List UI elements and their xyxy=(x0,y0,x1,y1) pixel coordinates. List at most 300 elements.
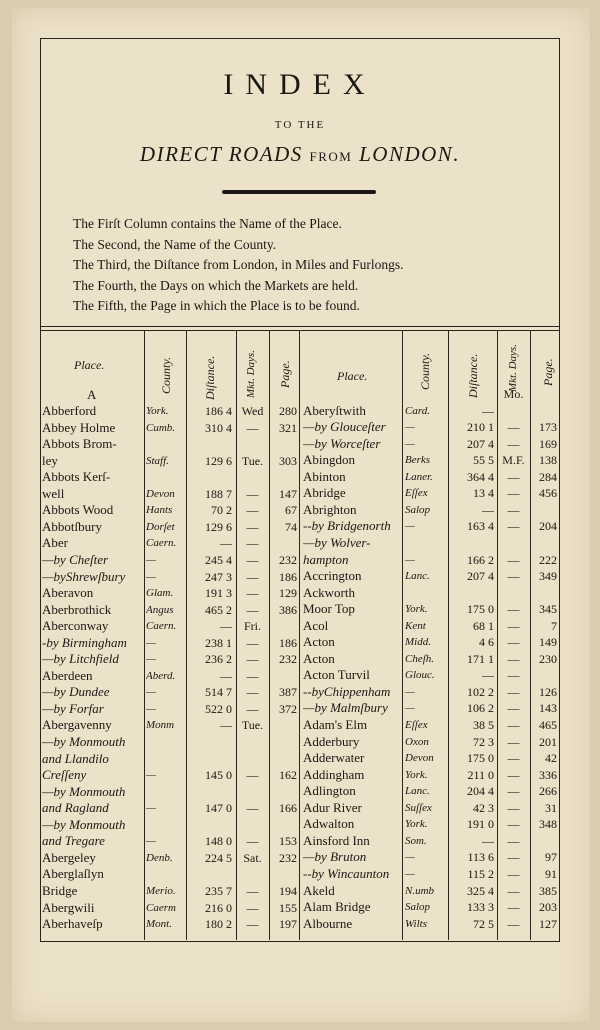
county-name: — xyxy=(405,520,415,533)
place-name: —by Wolver- xyxy=(303,534,371,550)
market-days: — xyxy=(507,817,520,832)
county-name: — xyxy=(146,686,156,699)
county-name: — xyxy=(146,570,156,583)
market-days: — xyxy=(507,734,520,749)
distance-value: 211 0 xyxy=(467,767,494,782)
market-days: — xyxy=(507,883,520,898)
title-connector: TO THE xyxy=(274,119,326,131)
place-name: Aberglaſlyn xyxy=(42,866,104,882)
place-name: Abinton xyxy=(303,468,346,484)
county-name: — xyxy=(146,835,156,848)
distance-value: 191 0 xyxy=(467,817,494,832)
page-number: 155 xyxy=(279,900,297,915)
distance-value: 4 6 xyxy=(479,635,494,650)
market-days: Mo. xyxy=(503,387,524,401)
page-number: 232 xyxy=(279,850,297,865)
header-page-left: Page. xyxy=(278,360,292,388)
page-number: 97 xyxy=(545,850,557,865)
distance-value: 106 2 xyxy=(467,701,494,716)
county-name: Cheſh. xyxy=(405,652,435,665)
market-days: — xyxy=(246,519,259,534)
distance-value: 171 1 xyxy=(467,651,494,666)
page-number: 321 xyxy=(279,420,297,435)
distance-value: — xyxy=(482,502,494,517)
page-number: 166 xyxy=(279,801,297,816)
county-name: — xyxy=(405,553,415,566)
market-days: — xyxy=(507,569,520,584)
market-days: — xyxy=(246,900,259,915)
distance-value: 238 1 xyxy=(205,635,232,650)
place-name: Ainsford Inn xyxy=(303,832,370,848)
place-name: Abergwili xyxy=(42,899,95,915)
distance-value: 247 3 xyxy=(205,569,232,584)
market-days: — xyxy=(507,718,520,732)
distance-value: — xyxy=(482,833,494,848)
market-days: — xyxy=(246,569,259,584)
market-days: — xyxy=(246,701,259,716)
place-name: —by Monmouth xyxy=(42,816,126,832)
place-name: ley xyxy=(42,452,58,468)
county-name: Cumb. xyxy=(146,421,176,434)
page-number: 349 xyxy=(539,569,557,584)
place-name: and Llandilo xyxy=(42,750,109,766)
county-name: Eſſex xyxy=(405,719,428,731)
header-distance-right: Diſtance. xyxy=(466,353,480,398)
subtitle-london: LONDON. xyxy=(359,142,461,166)
distance-value: 163 4 xyxy=(467,519,494,534)
market-days: — xyxy=(507,618,520,633)
page-number: 222 xyxy=(539,552,557,567)
header-distance-left: Diſtance. xyxy=(203,355,217,400)
place-name: —by Bruton xyxy=(303,849,367,865)
county-name: Staff. xyxy=(146,454,169,467)
place-name: —by Monmouth xyxy=(42,783,126,799)
county-name: — xyxy=(146,653,156,666)
place-name: Abbots Brom- xyxy=(42,436,117,452)
county-name: Lanc. xyxy=(405,570,430,583)
county-name: Denb. xyxy=(146,851,173,864)
market-days: — xyxy=(507,469,520,484)
page-number: 303 xyxy=(279,453,297,468)
county-name: — xyxy=(405,702,415,715)
distance-value: 236 2 xyxy=(205,652,232,667)
market-days: Sat. xyxy=(243,850,262,865)
column-divider xyxy=(448,330,449,940)
county-name: — xyxy=(405,851,415,864)
market-days: — xyxy=(507,552,520,567)
distance-value: 364 4 xyxy=(467,469,494,484)
county-name: Angus xyxy=(146,603,174,616)
county-name: Suſſex xyxy=(405,801,432,814)
county-name: Eſſex xyxy=(405,487,428,500)
county-name: Salop xyxy=(405,503,431,516)
explanation-line: The Second, the Name of the County. xyxy=(73,236,277,252)
market-days: — xyxy=(246,801,259,816)
distance-value: 522 0 xyxy=(205,701,232,716)
distance-value: 129 6 xyxy=(205,519,232,534)
county-name: Oxon xyxy=(405,735,429,748)
distance-value: 310 4 xyxy=(205,420,232,435)
title-rule xyxy=(222,190,376,194)
market-days: — xyxy=(507,784,520,799)
page-number: 372 xyxy=(279,701,297,716)
market-days: — xyxy=(246,536,259,551)
page-number: 74 xyxy=(285,519,297,534)
place-name: Abingdon xyxy=(303,452,355,468)
market-days: — xyxy=(246,652,259,667)
page-number: 284 xyxy=(539,469,557,484)
page-number: 143 xyxy=(539,701,557,716)
distance-value: — xyxy=(482,668,494,683)
explanation-line: The Fifth, the Page in which the Place is to be found. xyxy=(73,298,360,313)
county-name: Laner. xyxy=(405,470,433,483)
distance-value: 148 0 xyxy=(205,834,232,849)
table-top-rule-double xyxy=(40,330,560,331)
county-name: Hants xyxy=(146,504,173,517)
market-days: — xyxy=(507,684,520,699)
market-days: — xyxy=(246,917,259,932)
market-days: — xyxy=(246,552,259,567)
county-name: Mont. xyxy=(146,918,172,931)
place-name: Abridge xyxy=(303,485,346,501)
distance-value: 235 7 xyxy=(205,883,232,898)
place-name: Abrighton xyxy=(303,501,357,517)
distance-value: — xyxy=(220,536,232,551)
page-number: 232 xyxy=(279,552,297,567)
place-name: Akeld xyxy=(303,882,335,898)
place-name: Aberavon xyxy=(42,585,94,601)
distance-value: 180 2 xyxy=(205,917,232,932)
place-name: Accrington xyxy=(303,568,362,584)
county-name: Som. xyxy=(405,834,427,847)
page-number: 138 xyxy=(539,453,557,468)
page-number: 385 xyxy=(539,883,557,898)
distance-value: 68 1 xyxy=(473,618,494,633)
place-name: --by Bridgenorth xyxy=(303,518,391,534)
place-name: Abbotſbury xyxy=(42,518,102,534)
column-explanation xyxy=(73,214,553,317)
table-top-rule xyxy=(40,326,560,327)
distance-value: 465 2 xyxy=(205,602,232,617)
place-name: Aberhaveſp xyxy=(42,916,103,932)
distance-value: 145 0 xyxy=(205,768,232,783)
column-divider xyxy=(144,330,145,940)
distance-value: 207 4 xyxy=(467,436,494,451)
page-number: 203 xyxy=(539,900,557,915)
page-number: 186 xyxy=(279,569,297,584)
table-center-divider xyxy=(299,330,300,940)
place-name: Aberbrothick xyxy=(42,601,112,617)
page-number: 162 xyxy=(279,768,297,783)
column-divider xyxy=(186,330,187,940)
county-name: Berks xyxy=(405,454,431,467)
page-number: 232 xyxy=(279,652,297,667)
place-name: Aberdeen xyxy=(42,667,93,683)
page-number: 194 xyxy=(279,883,297,898)
distance-value: 224 5 xyxy=(205,850,232,865)
page-number: 129 xyxy=(279,586,297,601)
page-number: 266 xyxy=(539,784,557,799)
page-number: 186 xyxy=(279,635,297,650)
distance-value: 102 2 xyxy=(467,684,494,699)
distance-value: 113 6 xyxy=(467,850,494,865)
place-name: --byChippenham xyxy=(303,683,391,699)
county-name: — xyxy=(405,685,415,698)
distance-value: 72 5 xyxy=(473,916,494,931)
place-name: --by Wincaunton xyxy=(303,865,390,881)
place-name: Aberconway xyxy=(42,618,109,634)
place-name: Bridge xyxy=(42,882,78,898)
page-number: 169 xyxy=(539,436,557,451)
market-days: — xyxy=(507,602,520,617)
place-name: Abergeley xyxy=(42,849,96,865)
market-days: Tue. xyxy=(241,718,264,733)
place-name: —by Litchfield xyxy=(42,651,119,667)
market-days: — xyxy=(507,701,520,716)
county-name: — xyxy=(405,421,415,434)
market-days: — xyxy=(507,651,520,666)
market-days: — xyxy=(246,635,259,650)
county-name: — xyxy=(405,867,415,880)
place-name: —by Cheſter xyxy=(42,551,109,567)
distance-value: 147 0 xyxy=(205,801,232,816)
market-days: — xyxy=(507,866,520,881)
market-days: — xyxy=(246,486,259,501)
explanation-line: The Third, the Diſtance from London, in Miles and Furlongs. xyxy=(73,257,404,272)
page-number: 147 xyxy=(279,486,297,501)
distance-value: — xyxy=(220,668,232,683)
page-number: 345 xyxy=(539,602,557,617)
header-county-right: County. xyxy=(418,352,432,390)
place-name: Abbots Kerſ- xyxy=(42,469,111,485)
distance-value: 115 2 xyxy=(467,866,494,881)
place-name: Aberyſtwith xyxy=(303,402,366,418)
county-name: Monm xyxy=(146,719,175,732)
distance-value: 166 2 xyxy=(467,552,494,567)
page-number: 280 xyxy=(279,404,297,418)
distance-value: 72 3 xyxy=(473,734,494,749)
place-name: Adlington xyxy=(303,783,356,799)
page-number: 197 xyxy=(279,917,297,932)
place-name: —by Dundee xyxy=(42,684,110,700)
county-name: Card. xyxy=(405,404,430,417)
place-name: Acton xyxy=(303,634,335,650)
distance-value: 210 1 xyxy=(467,420,494,435)
market-days: — xyxy=(507,767,520,782)
distance-value: — xyxy=(482,403,494,418)
page-subtitle xyxy=(40,142,560,167)
distance-value: 325 4 xyxy=(467,883,494,898)
place-name: Moor Top xyxy=(303,601,355,617)
place-name: —by Glouceſter xyxy=(303,419,386,435)
page-number: 67 xyxy=(285,503,297,518)
page-number: 173 xyxy=(539,420,557,435)
section-letter: A xyxy=(87,387,97,402)
page-number: 91 xyxy=(545,866,557,881)
county-name: — xyxy=(405,437,415,450)
county-name: Kent xyxy=(405,619,426,632)
subtitle-from: FROM xyxy=(309,149,353,164)
county-name: York. xyxy=(405,818,428,831)
county-name: — xyxy=(146,553,156,566)
market-days: — xyxy=(246,586,259,601)
page-number: 456 xyxy=(539,486,557,501)
place-name: —by Monmouth xyxy=(42,734,126,749)
county-name: Caern. xyxy=(146,620,177,633)
market-days: — xyxy=(507,751,520,766)
place-name: Abbey Holme xyxy=(42,419,116,435)
market-days: — xyxy=(246,602,259,617)
page-number: 201 xyxy=(539,734,557,749)
place-name: Alam Bridge xyxy=(303,899,371,915)
county-name: — xyxy=(146,636,156,649)
explanation-line: The Fourth, the Days on which the Markets are held. xyxy=(73,277,359,293)
page-number: 387 xyxy=(279,685,297,700)
place-name: —byShrewſbury xyxy=(42,568,126,584)
page-number: 204 xyxy=(539,519,557,534)
county-name: — xyxy=(146,802,156,815)
county-name: Caerm xyxy=(146,901,176,914)
distance-value: 129 6 xyxy=(205,453,232,468)
market-days: — xyxy=(246,768,259,783)
page-number: 127 xyxy=(539,916,557,931)
page-number: 465 xyxy=(539,718,557,732)
county-name: Devon xyxy=(405,752,434,765)
place-name: —by Worceſter xyxy=(303,435,381,451)
market-days: — xyxy=(246,834,259,849)
county-name: Merio. xyxy=(146,884,176,897)
column-divider xyxy=(402,330,403,940)
place-name: Adam's Elm xyxy=(303,717,368,732)
place-name: and Ragland xyxy=(42,800,109,816)
market-days: — xyxy=(507,486,520,501)
county-name: — xyxy=(146,769,156,782)
distance-value: 13 4 xyxy=(473,486,494,501)
distance-value: 42 3 xyxy=(473,800,494,815)
distance-value: 188 7 xyxy=(205,486,232,501)
header-mkt-days-left: Mkt. Days. xyxy=(245,350,257,398)
market-days: — xyxy=(507,800,520,815)
market-days: — xyxy=(507,519,520,534)
header-county-left: County. xyxy=(159,356,173,394)
county-name: Salop xyxy=(405,901,431,914)
header-page-right: Page. xyxy=(541,358,555,386)
county-name: Lanc. xyxy=(405,785,430,798)
page-number: 386 xyxy=(279,602,297,617)
distance-value: 133 3 xyxy=(467,900,494,915)
county-name: Aberd. xyxy=(146,669,176,682)
subtitle-direct-roads: DIRECT ROADS xyxy=(139,142,303,166)
county-name: Glam. xyxy=(146,587,174,600)
market-days: — xyxy=(246,420,259,435)
place-name: Adur River xyxy=(303,799,362,815)
distance-value: 191 3 xyxy=(205,586,232,601)
county-name: Glouc. xyxy=(405,669,435,682)
county-name: Devon xyxy=(146,487,175,500)
distance-value: 70 2 xyxy=(211,503,232,518)
distance-value: 216 0 xyxy=(205,900,232,915)
header-mkt-days-right: Mkt. Days. xyxy=(507,344,519,392)
county-name: York. xyxy=(146,405,169,417)
page-number: 149 xyxy=(539,635,557,650)
county-name: York. xyxy=(405,603,428,616)
county-name: York. xyxy=(405,768,428,781)
place-name: well xyxy=(42,485,65,501)
page-title: INDEX xyxy=(223,68,377,101)
place-name: —by Forfar xyxy=(42,700,104,716)
place-name: —by Malmſbury xyxy=(303,700,388,716)
market-days: — xyxy=(507,833,520,848)
place-name: Addingham xyxy=(303,766,365,782)
place-name: Adderwater xyxy=(303,750,365,766)
market-days: — xyxy=(246,883,259,898)
market-days: — xyxy=(507,436,520,451)
page-number: 7 xyxy=(551,618,557,633)
place-name: Adwalton xyxy=(303,816,355,832)
market-days: — xyxy=(507,502,520,517)
market-days: — xyxy=(507,668,520,683)
market-days: — xyxy=(246,503,259,518)
market-days: — xyxy=(507,850,520,865)
place-name: Abberford xyxy=(42,403,97,418)
distance-value: 207 4 xyxy=(467,569,494,584)
place-name: Abbots Wood xyxy=(42,502,114,518)
distance-value: 38 5 xyxy=(473,718,494,732)
page-number: 336 xyxy=(539,767,557,782)
distance-value: 245 4 xyxy=(205,552,232,567)
distance-value: 186 4 xyxy=(205,404,232,418)
place-name: and Tregare xyxy=(42,833,105,849)
county-name: — xyxy=(146,702,156,715)
place-name: Acton xyxy=(303,650,335,666)
county-name: Caern. xyxy=(146,537,177,550)
market-days: — xyxy=(246,668,259,683)
header-place-left: Place. xyxy=(74,358,105,372)
market-days: Tue. xyxy=(241,453,264,468)
distance-value: — xyxy=(220,619,232,634)
place-name: Acton Turvil xyxy=(303,667,370,683)
place-name: Aber xyxy=(42,535,68,551)
place-name: Ackworth xyxy=(303,584,355,600)
distance-value: 55 5 xyxy=(473,453,494,468)
page-number: 348 xyxy=(539,817,557,832)
market-days: — xyxy=(507,420,520,435)
place-name: Abergavenny xyxy=(42,717,112,733)
market-days: Wed xyxy=(241,404,264,418)
county-name: Wilts xyxy=(405,917,428,930)
county-name: Midd. xyxy=(405,636,431,649)
page-number: 42 xyxy=(545,751,557,766)
distance-value: 175 0 xyxy=(467,751,494,766)
market-days: Fri. xyxy=(243,619,261,634)
place-name: Acol xyxy=(303,617,329,633)
place-name: Adderbury xyxy=(303,733,360,749)
market-days: — xyxy=(507,900,520,915)
place-name: hampton xyxy=(303,551,349,567)
page-number: 126 xyxy=(539,684,557,699)
distance-value: 175 0 xyxy=(467,602,494,617)
place-name: -by Birmingham xyxy=(42,634,127,650)
county-name: N.umb xyxy=(405,884,435,897)
distance-value: — xyxy=(220,718,232,733)
explanation-line: The Firſt Column contains the Name of the Place. xyxy=(73,216,342,231)
distance-value: 514 7 xyxy=(205,685,232,700)
market-days: M.F. xyxy=(502,453,525,468)
distance-value: 204 4 xyxy=(467,784,494,799)
market-days: — xyxy=(246,685,259,700)
place-name: Creſſeny xyxy=(42,767,87,783)
market-days: — xyxy=(507,916,520,931)
